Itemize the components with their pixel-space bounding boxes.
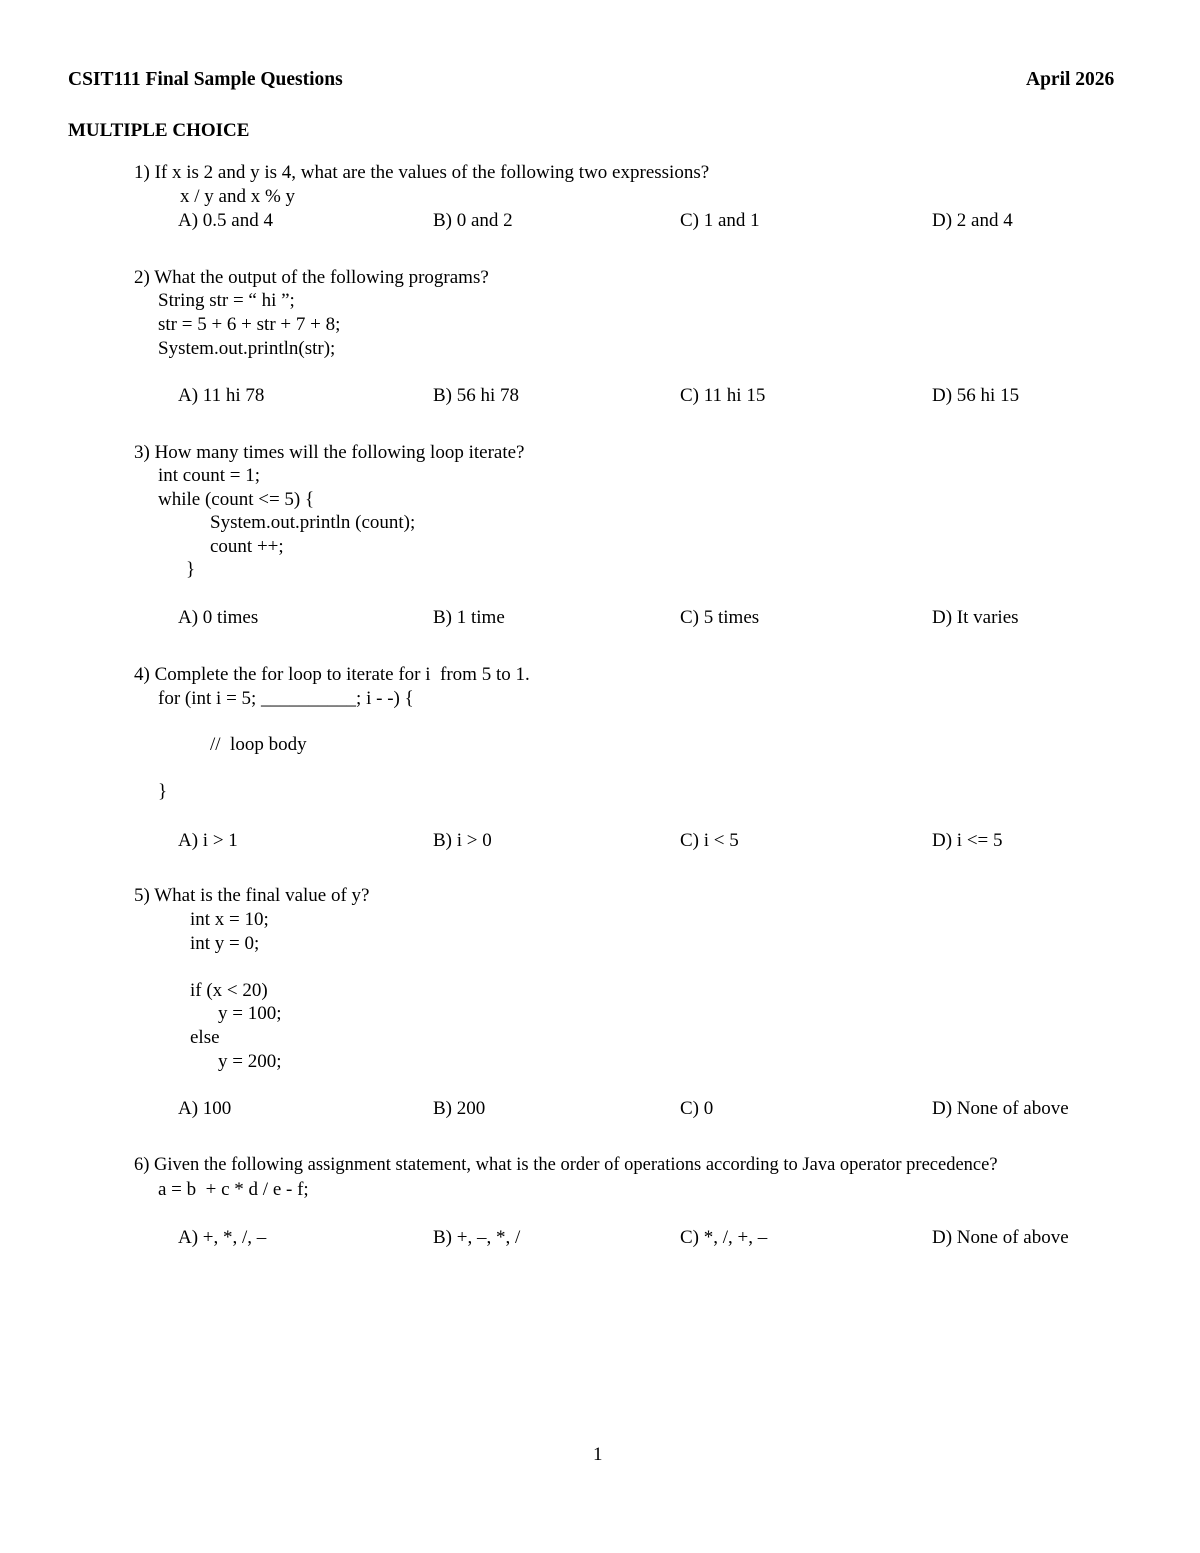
code-line: y = 200; <box>218 1051 282 1072</box>
code-line: System.out.println(str); <box>158 338 336 359</box>
document-title: CSIT111 Final Sample Questions <box>68 69 343 90</box>
code-line: for (int i = 5; __________; i - -) { <box>158 688 414 709</box>
code-line: y = 100; <box>218 1003 282 1024</box>
option-a: A) 11 hi 78 <box>178 385 265 406</box>
option-d: D) i <= 5 <box>932 830 1003 851</box>
question-stem: 4) Complete the for loop to iterate for i from 5 to 1. <box>134 664 530 685</box>
option-b: B) 1 time <box>433 607 505 628</box>
code-line: x / y and x % y <box>180 186 296 207</box>
option-b: B) 200 <box>433 1098 486 1119</box>
code-line: } <box>158 781 168 802</box>
section-title: MULTIPLE CHOICE <box>68 120 250 141</box>
code-line: // loop body <box>210 734 307 755</box>
option-b: B) 56 hi 78 <box>433 385 520 406</box>
option-a: A) 0.5 and 4 <box>178 210 273 231</box>
option-c: C) 11 hi 15 <box>680 385 766 406</box>
option-d: D) 2 and 4 <box>932 210 1013 231</box>
code-line: } <box>186 559 196 580</box>
code-line: while (count <= 5) { <box>158 489 315 510</box>
code-line: System.out.println (count); <box>210 512 416 533</box>
option-d: D) None of above <box>932 1098 1069 1119</box>
code-line: str = 5 + 6 + str + 7 + 8; <box>158 314 341 335</box>
option-b: B) +, –, *, / <box>433 1227 521 1248</box>
option-b: B) 0 and 2 <box>433 210 513 231</box>
option-c: C) 5 times <box>680 607 760 628</box>
question-stem: 3) How many times will the following loop iterate? <box>134 442 525 463</box>
code-line: if (x < 20) <box>190 980 268 1001</box>
question-stem: 1) If x is 2 and y is 4, what are the values of the following two expressions? <box>134 162 710 183</box>
code-line: count ++; <box>210 536 284 557</box>
option-c: C) *, /, +, – <box>680 1227 768 1248</box>
option-a: A) +, *, /, – <box>178 1227 267 1248</box>
code-line: a = b + c * d / e - f; <box>158 1179 309 1200</box>
option-c: C) 1 and 1 <box>680 210 760 231</box>
code-line: String str = “ hi ”; <box>158 290 295 311</box>
question-stem: 5) What is the final value of y? <box>134 885 370 906</box>
document-date: April 2026 <box>1026 69 1115 90</box>
option-c: C) i < 5 <box>680 830 739 851</box>
code-line: else <box>190 1027 220 1048</box>
option-a: A) 100 <box>178 1098 232 1119</box>
code-line: int count = 1; <box>158 465 261 486</box>
code-line: int x = 10; <box>190 909 269 930</box>
option-b: B) i > 0 <box>433 830 492 851</box>
page-number: 1 <box>593 1444 603 1465</box>
option-d: D) It varies <box>932 607 1019 628</box>
code-line: int y = 0; <box>190 933 260 954</box>
question-stem: 6) Given the following assignment statement, what is the order of operations according to Java operator precedence? <box>134 1155 998 1175</box>
option-d: D) None of above <box>932 1227 1069 1248</box>
option-c: C) 0 <box>680 1098 714 1119</box>
option-a: A) i > 1 <box>178 830 238 851</box>
option-a: A) 0 times <box>178 607 259 628</box>
option-d: D) 56 hi 15 <box>932 385 1020 406</box>
question-stem: 2) What the output of the following programs? <box>134 267 489 288</box>
